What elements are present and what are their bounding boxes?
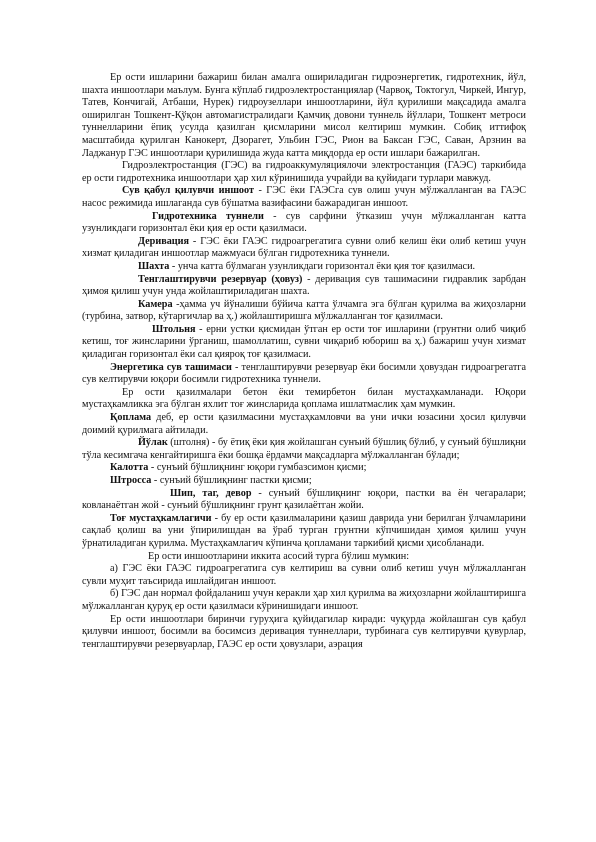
term-roof-floor-wall: Шип, таг, девор — [170, 487, 252, 499]
definition-text: - тенглаштирувчи резервуар ёки босимли ҳовуздан гидроагрегатга сув келтирувчи юқори босимли гидротехника туннели. — [82, 361, 526, 386]
definition-adit — [82, 324, 526, 362]
term-strossa: Штросса — [110, 475, 152, 486]
list-item-b: б) ГЭС дан нормал фойдаланиш учун керакли ҳар хил қурилма ва жиҳозларни жойлаштиришга мўлжалланган қуруқ ер ости қазилмаси кўринишидаги иншоот. — [82, 588, 526, 612]
term-lining: Қоплама — [110, 412, 152, 424]
definition-text: - унча катта бўлмаган узунликдаги горизонтал ёки қия тоғ қазилмаси. — [169, 260, 476, 272]
term-surge-tank: Тенглаштирувчи резервуар (ҳовуз) — [138, 273, 303, 285]
document-page — [82, 72, 526, 651]
definition-text: - сунъий бўшлиқнинг юқори гумбазсимон қисми; — [148, 462, 367, 474]
definition-roof-floor-wall — [82, 488, 526, 513]
definition-chamber — [82, 299, 526, 324]
term-chamber: Камера — [138, 298, 173, 310]
definition-text: - деривация сув ташимасини гидравлик зарбдан ҳимоя қилиш учун унда жойлаштириладиган шахта. — [82, 273, 526, 298]
definition-text: -ҳамма уч йўналиши бўйича катта ўлчамга эга бўлган қурилма ва жиҳозларни (турбина, затвор, кўтаргичлар ва ҳ.) жойлаштиришга мўлжалланган тоғ қазилмаси. — [82, 298, 526, 323]
definition-rock-support — [82, 513, 526, 551]
definition-surge-tank — [82, 274, 526, 299]
definition-derivation — [82, 236, 526, 261]
classification-intro: Ер ости иншоотларини иккита асосий турга бўлиш мумкин: — [148, 550, 410, 562]
definition-text: - ГЭС ёки ГАЭС гидроагрегатига сувни олиб келиш ёки олиб кетиш учун хизмат қиладиган иншоотлар мажмуаси бўлган гидротехника туннели. — [82, 235, 526, 260]
definition-text: - сунъий бўшлиқнинг пастки қисми; — [151, 475, 312, 486]
definition-strossa — [82, 475, 526, 488]
term-water-intake: Сув қабул қилувчи иншоот — [122, 185, 254, 197]
term-derivation: Деривация — [138, 235, 190, 247]
definition-calotte — [82, 462, 526, 475]
list-item-a: а) ГЭС ёки ГАЭС гидроагрегатига сув келтириш ва сувни олиб кетиш учун мўлжалланган сувли муҳит таъсирида ишлайдиган иншоот. — [82, 563, 526, 587]
first-group-paragraph: Ер ости иншоотлари биринчи гуруҳига қуйидагилар киради: чуқурда жойлашган сув қабул қилувчи иншоот, босимли ва босимсиз деривация туннеллари, турбинага сув келтирувчи қувурлар, тенглаштирувчи резервуарлар, ГАЭС ер ости ҳовузлари, аэрация — [82, 613, 526, 650]
definition-hydro-tunnel — [82, 211, 526, 236]
definition-text: деб, ер ости қазилмасини мустаҳкамловчи ва уни ички юзасини ҳосил қилувчи доимий қурилмага айтилади. — [82, 412, 526, 436]
definition-power-conduit — [82, 362, 526, 387]
hpp-paragraph: Гидроэлектростанция (ГЭС) ва гидроаккумуляциялочи электростанция (ГАЭС) таркибида ер ости гидротехника иншоотлари ҳар хил кўринишида учрайди ва қуйидаги турлари мавжуд. — [82, 160, 526, 184]
definition-text: - ГЭС ёки ГАЭСга сув олиш учун мўлжалланган ва ГАЭС насос режимида ишлаганда сув бўшатма вазифасини бажарадиган иншоот. — [82, 185, 526, 209]
definition-text: - сув сарфини ўтказиш учун мўлжалланган катта узунликдаги горизонтал ёки қия ер ости қазилмаси. — [82, 210, 526, 235]
term-power-conduit: Энергетика сув ташимаси — [110, 361, 232, 373]
definition-shaft — [82, 261, 526, 274]
definition-text: - бу ер ости қазилмаларини қазиш даврида уни берилган ўлчамларини сақлаб қолиш ва уни ўпирилишдан ва ўраб турган грунтни кўпчишидан ҳимоя қилиш учун ўрнатиладиган қурилма. Мустаҳкамлагич кўпинча қопламани таркибий қисми ҳисобланади. — [82, 512, 526, 549]
term-adit: Штольня — [152, 323, 196, 335]
term-rock-support: Тоғ мустаҳкамлагичи — [110, 512, 212, 524]
definition-lining — [82, 412, 526, 437]
definition-text: - сунъий бўшлиқнинг юқори, пастки ва ён чегаралари; ковланаётган жой - сунъий бўшлиқнинг грунт қазилаётган жойи. — [82, 487, 526, 512]
definition-gallery — [82, 437, 526, 462]
term-shaft: Шахта — [138, 260, 170, 272]
term-gallery: Йўлак — [138, 437, 168, 449]
intro-paragraph: Ер ости ишларини бажариш билан амалга ошириладиган гидроэнергетик, гидротехник, йўл, шахта иншоотлари маълум. Бунга кўплаб гидроэлектростанциялар (Чарвоқ, Токтогул, Чиркей, Ингур, Татев, Кончигай, Атбаши, Нурек) гидроузеллари иншоотларини, йўл қурилиши мақсадида амалга оширилган Тошкент-Қўқон автомагистралидаги Қамчиқ довони туннель йўллари, Тошкент метроси туннелларини ёпиқ усулда қазилган қисмларини мисол келтириш мумкин. Собиқ иттифоқ масштабида қурилган Канокерт, Дзорагет, Ульбин ГЭС, Рион ва Баксан ГЭС, Саван, Арзнин ва Ладжанур ГЭС иншоотлари қурилишида жуда катта миқдорда ер ости ишлари бажарилган. — [82, 72, 526, 159]
definition-text: (штолня) - бу ётиқ ёки қия жойлашган сунъий бўшлиқ бўлиб, у сунъий бўшлиқни тўла кесимгача кенгайтиришга ёки бошқа ёрдамчи мақсадларга мўлжалланган бўлади; — [82, 437, 526, 461]
definition-text: - ерни устки қисмидан ўтган ер ости тоғ ишларини (грунтни олиб чиқиб кетиш, тоғ жинсларини ўрганиш, шамоллатиш, сувни чиқариб юбориш ва ҳ.) бажариш учун хизмат қиладиган горизонтал ёки сал қияроқ тоғ қазилмаси. — [82, 323, 526, 361]
definition-water-intake — [82, 185, 526, 210]
term-calotte: Калотта — [110, 462, 149, 474]
term-hydro-tunnel: Гидротехника туннели — [152, 210, 264, 222]
lining-paragraph: Ер ости қазилмалари бетон ёки темирбетон билан мустаҳкамланади. Юқори мустаҳкамликка эга бўлган яхлит тоғ жинсларида қоплама ишлатмаслик ҳам мумкин. — [82, 386, 526, 411]
